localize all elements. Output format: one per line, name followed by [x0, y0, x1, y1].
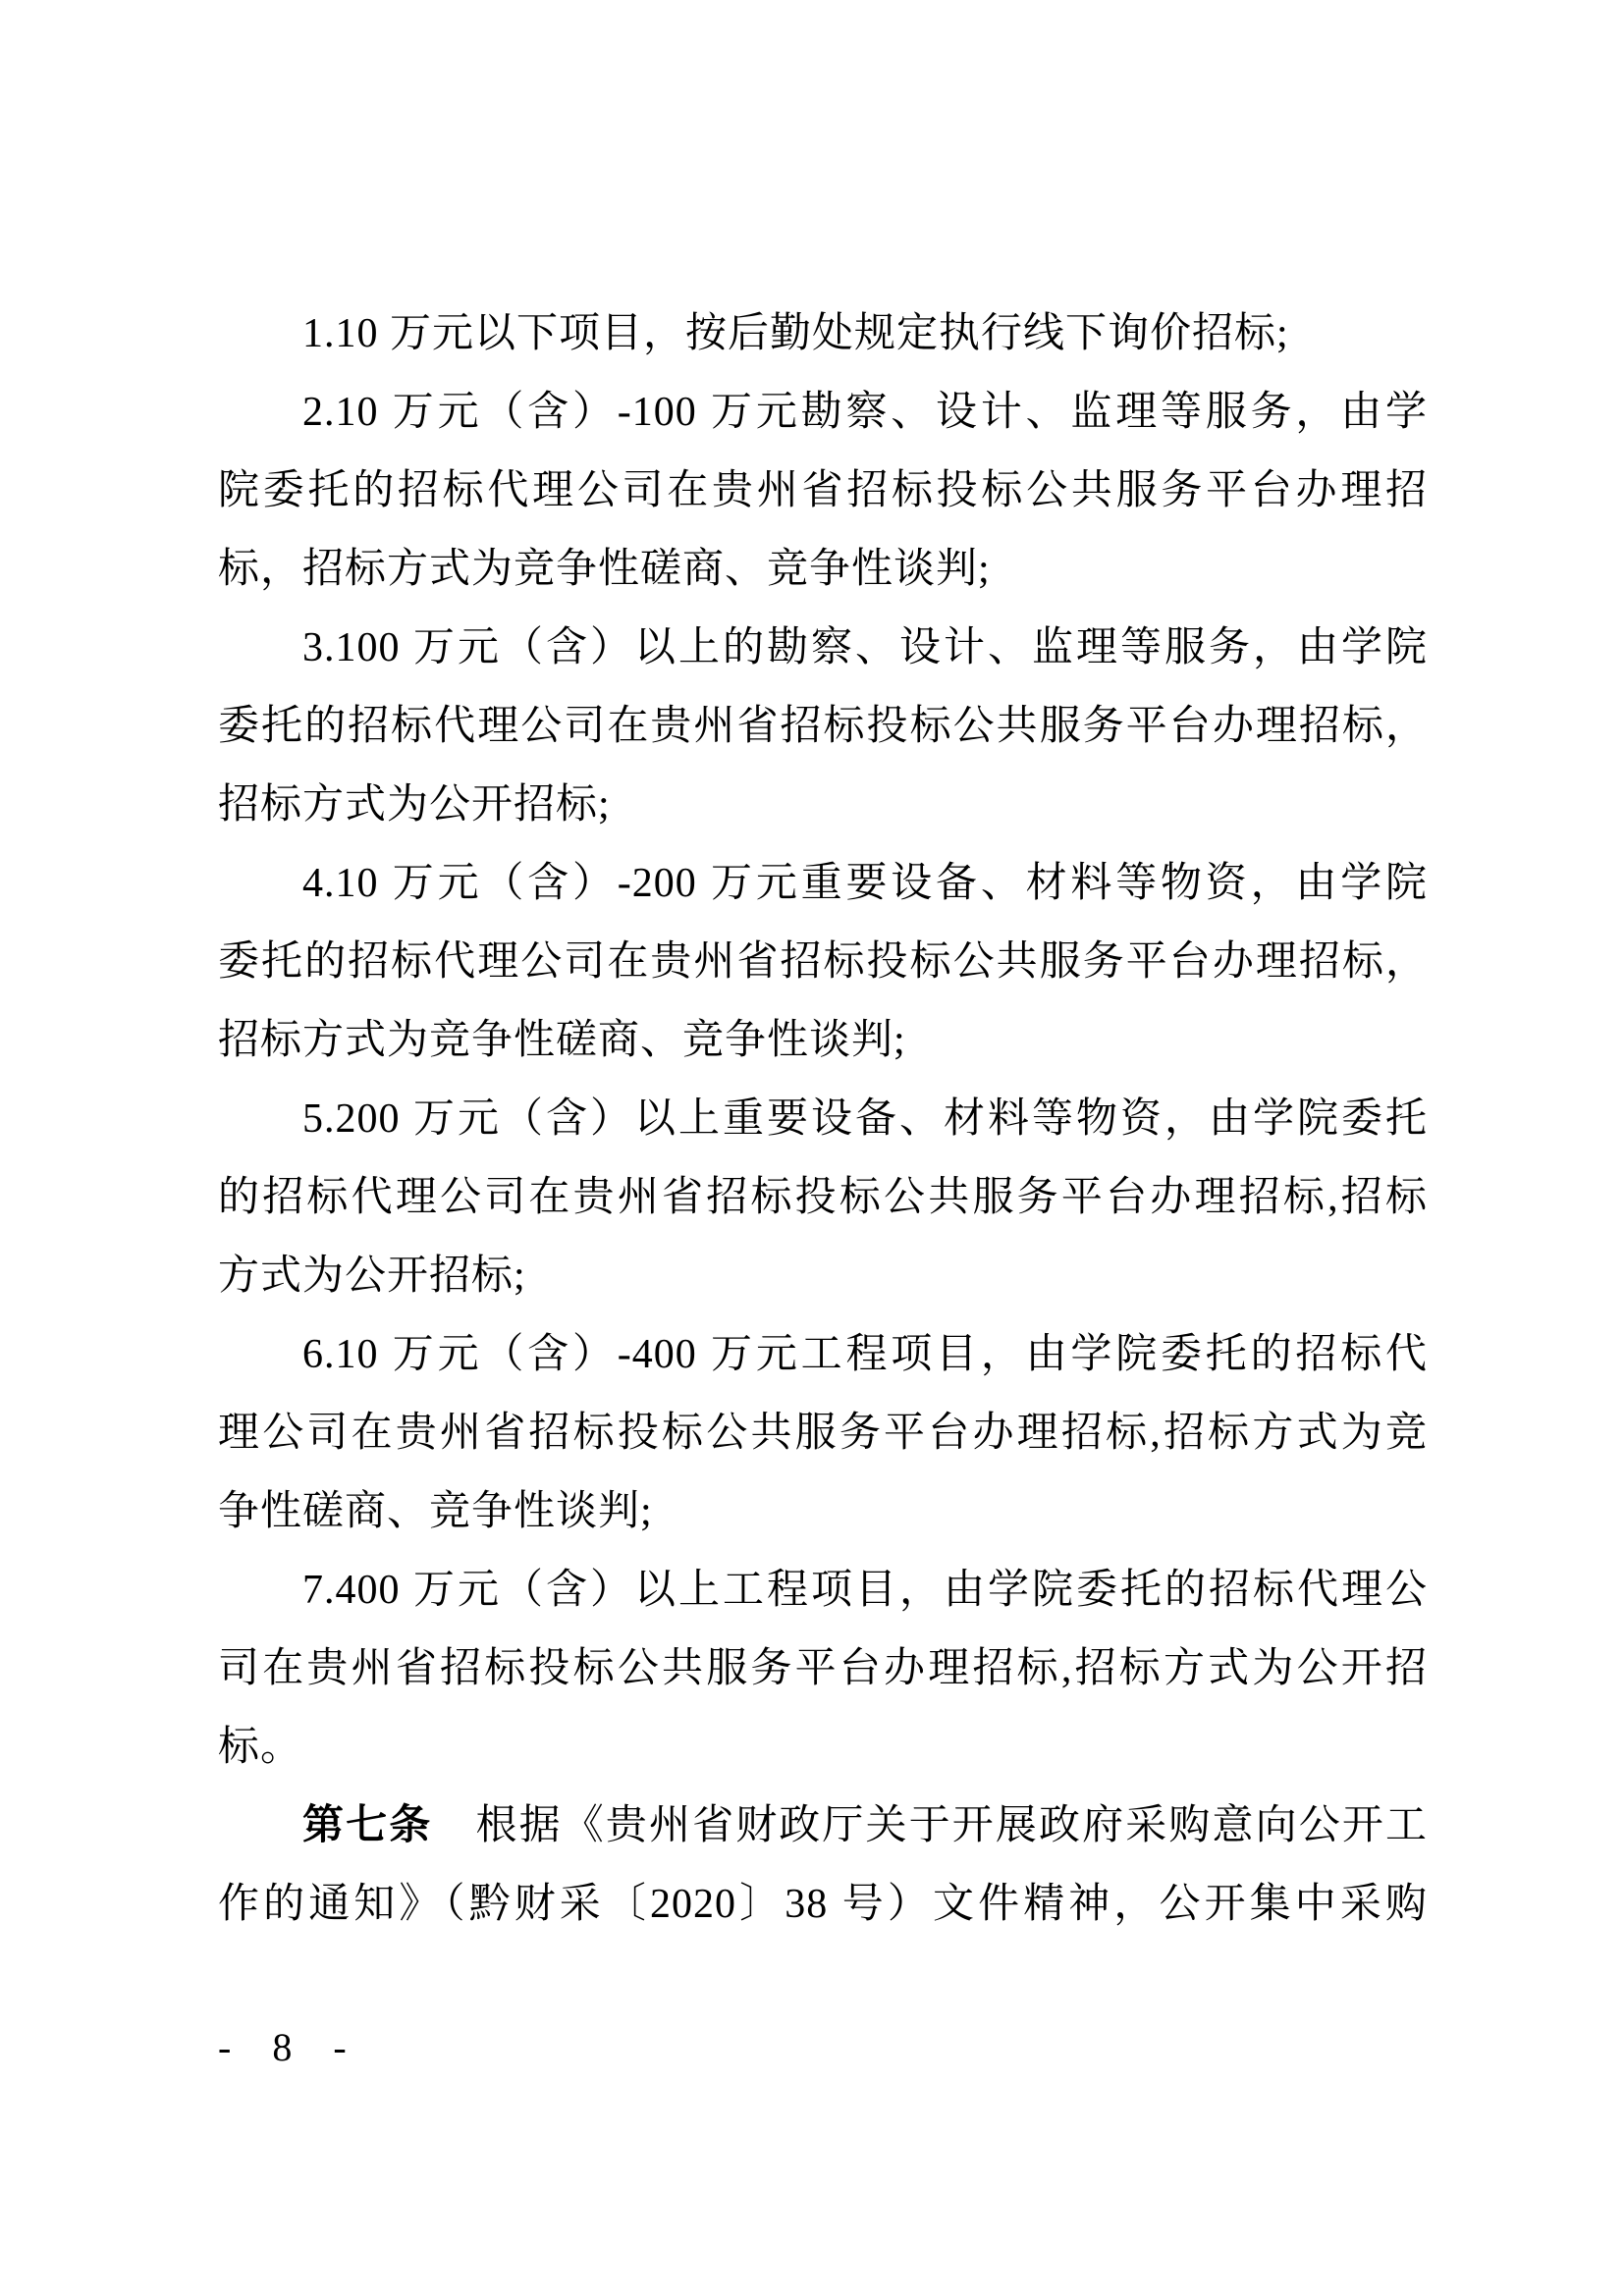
text-line: 标。 — [218, 1725, 303, 1770]
text-line: 院委托的招标代理公司在贵州省招标投标公共服务平台办理招 — [218, 468, 1428, 513]
text-line: 的招标代理公司在贵州省招标投标公共服务平台办理招标,招标 — [218, 1175, 1428, 1220]
text-line: 作的通知》（黔财采〔2020〕38 号）文件精神，公开集中采购 — [218, 1882, 1428, 1927]
text-line: 2.10 万元（含）-100 万元勘察、设计、监理等服务，由学 — [302, 390, 1428, 435]
text-line: 5.200 万元（含）以上重要设备、材料等物资，由学院委托 — [302, 1096, 1428, 1142]
text-line: 3.100 万元（含）以上的勘察、设计、监理等服务，由学院 — [302, 625, 1428, 670]
section-heading: 第七条 — [302, 1803, 433, 1848]
text-line: 委托的招标代理公司在贵州省招标投标公共服务平台办理招标， — [218, 704, 1428, 749]
text-line: 标，招标方式为竞争性磋商、竞争性谈判; — [218, 547, 991, 592]
page-number: - 8 - — [218, 2025, 356, 2069]
text-line: 理公司在贵州省招标投标公共服务平台办理招标,招标方式为竞 — [218, 1411, 1428, 1456]
text-line: 1.10 万元以下项目，按后勤处规定执行线下询价招标; — [302, 311, 1289, 356]
text-line: 争性磋商、竞争性谈判; — [218, 1489, 653, 1534]
text-line: 6.10 万元（含）-400 万元工程项目，由学院委托的招标代 — [302, 1332, 1428, 1377]
text-line: 4.10 万元（含）-200 万元重要设备、材料等物资，由学院 — [302, 861, 1428, 906]
text-line: 方式为公开招标; — [218, 1254, 526, 1299]
text-line: 委托的招标代理公司在贵州省招标投标公共服务平台办理招标， — [218, 939, 1428, 985]
text-line: 招标方式为竞争性磋商、竞争性谈判; — [218, 1018, 906, 1063]
text-line: 招标方式为公开招标; — [218, 782, 611, 828]
text-line: 7.400 万元（含）以上工程项目，由学院委托的招标代理公 — [302, 1568, 1428, 1613]
text-line: 司在贵州省招标投标公共服务平台办理招标,招标方式为公开招 — [218, 1646, 1428, 1691]
text-line: 第七条 根据《贵州省财政厅关于开展政府采购意向公开工 — [302, 1803, 1428, 1848]
document-body — [218, 294, 1428, 1944]
